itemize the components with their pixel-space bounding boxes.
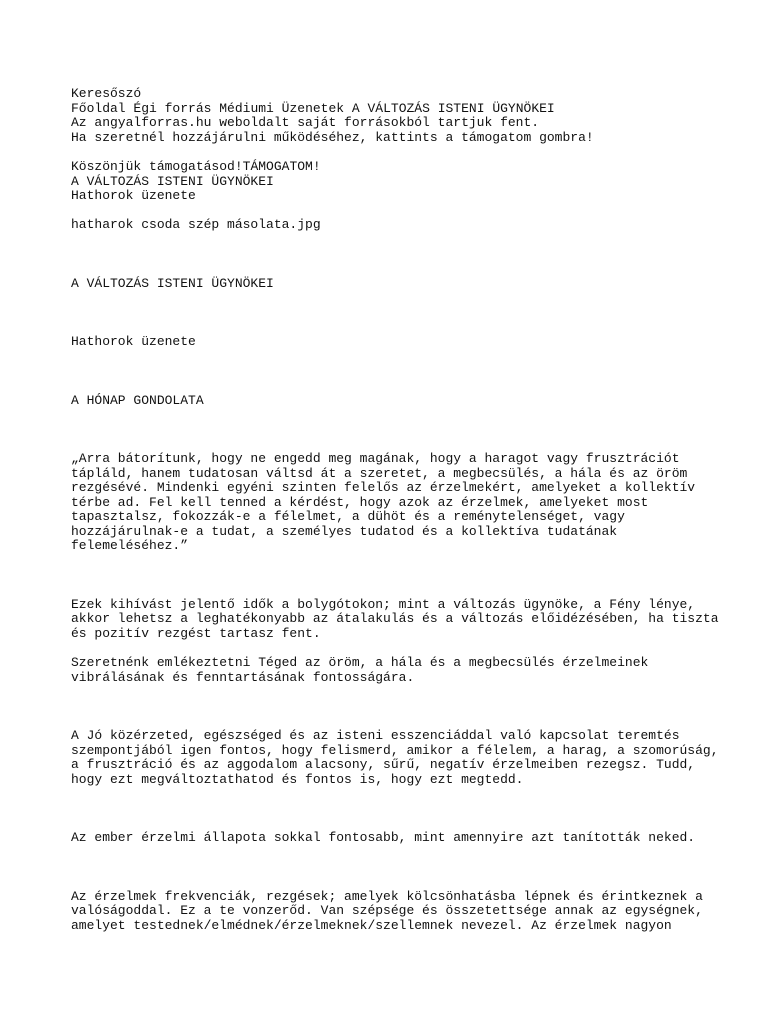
- quote-block: [71, 452, 711, 554]
- article-image-alt: hatharok csoda szép másolata.jpg: [71, 217, 321, 233]
- article-header-subtitle: Hathorok üzenete: [71, 188, 196, 204]
- paragraph-line: amelyet testednek/elmédnek/érzelmeknek/szellemnek nevezel. Az érzelmek nagyon: [71, 917, 672, 933]
- paragraph-line: vibrálásának és fenntartásának fontosságára.: [71, 669, 415, 685]
- quote-line: rezgésévé. Mindenki egyéni szinten felelős az érzelmekért, amelyeket a kollektív: [71, 480, 696, 496]
- paragraph-line: A Jó közérzeted, egészséged és az isteni esszenciáddal való kapcsolat teremtés: [71, 728, 680, 744]
- article-header-title: A VÁLTOZÁS ISTENI ÜGYNÖKEI: [71, 173, 274, 189]
- paragraph-line: a frusztráció és az aggodalom alacsony, sűrű, negatív érzelmeiben rezegsz. Tudd,: [71, 757, 696, 773]
- document-body: [71, 86, 719, 934]
- paragraph-line: Az ember érzelmi állapota sokkal fontosabb, mint amennyire azt tanították neked.: [71, 830, 696, 846]
- site-notice: Az angyalforras.hu weboldalt saját forrásokból tartjuk fent.: [71, 115, 540, 131]
- article-title: A VÁLTOZÁS ISTENI ÜGYNÖKEI: [71, 275, 274, 291]
- article-subtitle: Hathorok üzenete: [71, 334, 196, 350]
- search-label[interactable]: Keresőszó: [71, 86, 142, 101]
- paragraph: [71, 596, 719, 642]
- paragraph-line: Ezek kihívást jelentő idők a bolygótokon; mint a változás ügynöke, a Fény lénye,: [71, 596, 696, 612]
- support-prompt: Ha szeretnél hozzájárulni működéséhez, kattints a támogatom gombra!: [71, 129, 594, 145]
- paragraph-line: szempontjából igen fontos, hogy felismerd, amikor a félelem, a harag, a szomorúság,: [71, 742, 719, 758]
- quote-line: felemeléséhez.”: [71, 538, 189, 554]
- paragraph-line: hogy ezt megváltoztathatod és fontos is, hogy ezt megtedd.: [71, 772, 524, 787]
- paragraph-line: és pozitív rezgést tartasz fent.: [71, 626, 321, 642]
- support-thanks: Köszönjük támogatásod!: [71, 158, 243, 174]
- paragraph-line: akkor lehetsz a leghatékonyabb az átalakulás és a változás előidézésében, ha tiszta: [71, 611, 719, 627]
- paragraph: [71, 728, 719, 787]
- breadcrumb: [71, 102, 711, 117]
- nav-home-link[interactable]: Főoldal: [71, 100, 126, 116]
- quote-line: tápláld, hanem tudatosan váltsd át a szeretet, a megbecsülés, a hála és az öröm: [71, 465, 688, 481]
- quote-line: térbe ad. Fel kell tenned a kérdést, hogy azok az érzelmek, amelyeket most: [71, 494, 649, 510]
- support-button[interactable]: TÁMOGATOM!: [242, 158, 321, 174]
- nav-source-link[interactable]: Égi forrás: [133, 100, 212, 116]
- section-heading: A HÓNAP GONDOLATA: [71, 392, 204, 408]
- nav-messages-link[interactable]: Médiumi Üzenetek: [219, 100, 345, 116]
- quote-line: hozzájárulnak-e a tudat, a személyes tudatod és a kollektíva tudatának: [71, 523, 618, 539]
- paragraph-line: valóságoddal. Ez a te vonzerőd. Van szépsége és összetettsége annak az egységnek,: [71, 903, 703, 919]
- quote-line: „Arra bátorítunk, hogy ne engedd meg magának, hogy a haragot vagy frusztrációt: [71, 450, 680, 466]
- paragraph-line: Szeretnénk emlékeztetni Téged az öröm, a hála és a megbecsülés érzelmeinek: [71, 655, 649, 671]
- paragraph: [71, 656, 711, 685]
- paragraph-line: Az érzelmek frekvenciák, rezgések; amelyek kölcsönhatásba lépnek és érintkeznek a: [71, 888, 703, 904]
- nav-current-page: A VÁLTOZÁS ISTENI ÜGYNÖKEI: [351, 100, 555, 116]
- paragraph: [71, 831, 711, 846]
- quote-line: tapasztalsz, fokozzák-e a félelmet, a dühöt és a reménytelenséget, vagy: [71, 509, 625, 525]
- paragraph: [71, 890, 711, 934]
- support-row: [71, 160, 711, 175]
